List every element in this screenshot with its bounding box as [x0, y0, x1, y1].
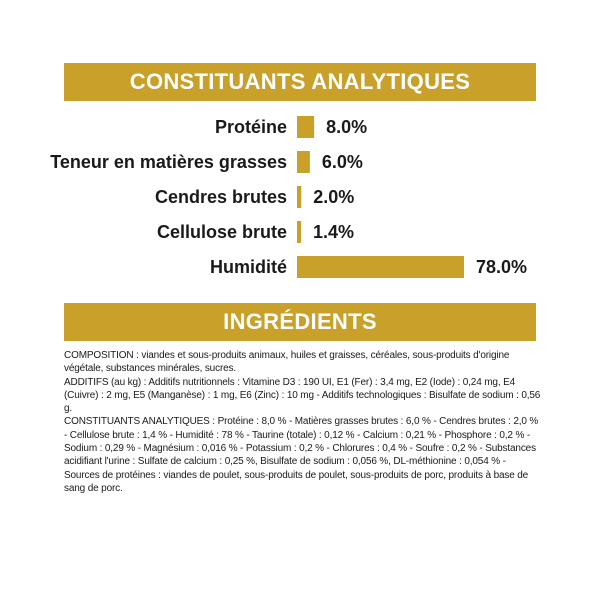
bar [297, 221, 301, 243]
composition-paragraph: COMPOSITION : viandes et sous-produits animaux, huiles et graisses, céréales, sous-produits d'origine végétale, substances minérales, sucres. [64, 350, 510, 375]
additifs-paragraph: ADDITIFS (au kg) : Additifs nutritionnels : Vitamine D3 : 190 UI, E1 (Fer) : 3,4 mg, E2 (Iode) : 0,24 mg, E4 (Cuivre) : 2 mg, E5 (Manganèse) : 1 mg, E6 (Zinc) : 10 mg - Additifs technologiques : Bisulfate de sodium : 0,56 g. [64, 376, 541, 415]
category-label: Humidité [209, 257, 287, 277]
value-label: 78.0% [476, 257, 528, 277]
bar [297, 256, 464, 278]
value-label: 6.0% [321, 152, 363, 172]
category-label: Cellulose brute [156, 222, 287, 242]
category-label: Cendres brutes [154, 187, 287, 207]
bar [297, 116, 314, 138]
value-label: 8.0% [326, 117, 368, 137]
bar [297, 151, 310, 173]
category-label: Teneur en matières grasses [50, 152, 287, 172]
ingredients-banner [64, 303, 536, 341]
ingredients-text [64, 349, 542, 495]
bar [297, 186, 301, 208]
value-label: 2.0% [313, 187, 355, 207]
constituants-title: CONSTITUANTS ANALYTIQUES [129, 69, 471, 94]
value-label: 1.4% [313, 222, 355, 242]
constituants-paragraph: CONSTITUANTS ANALYTIQUES : Protéine : 8,0 % - Matières grasses brutes : 6,0 % - Cendres brutes : 2,0 % - Cellulose brute : 1,4 % - Humidité : 78 % - Taurine (totale) : 0,12 % - Calcium : 0,21 % - Phosphore : 0,2 % - Sodium : 0,29 % - Magnésium : 0,016 % - Potassium : 0,2 % - Chlorures : 0,4 % - Soufre : 0,2 % - Substances acidifiant l'urine : Sulfate de calcium : 0,25 %, Bisulfate de sodium : 0,056 %, DL-méthionine : 0,054 % - Sources de protéines : viandes de poulet, sous-produits de poulet, sous-produits de porc, produits à base de sang de porc. [64, 416, 539, 494]
ingredients-title: INGRÉDIENTS [223, 309, 377, 334]
category-label: Protéine [214, 117, 287, 137]
